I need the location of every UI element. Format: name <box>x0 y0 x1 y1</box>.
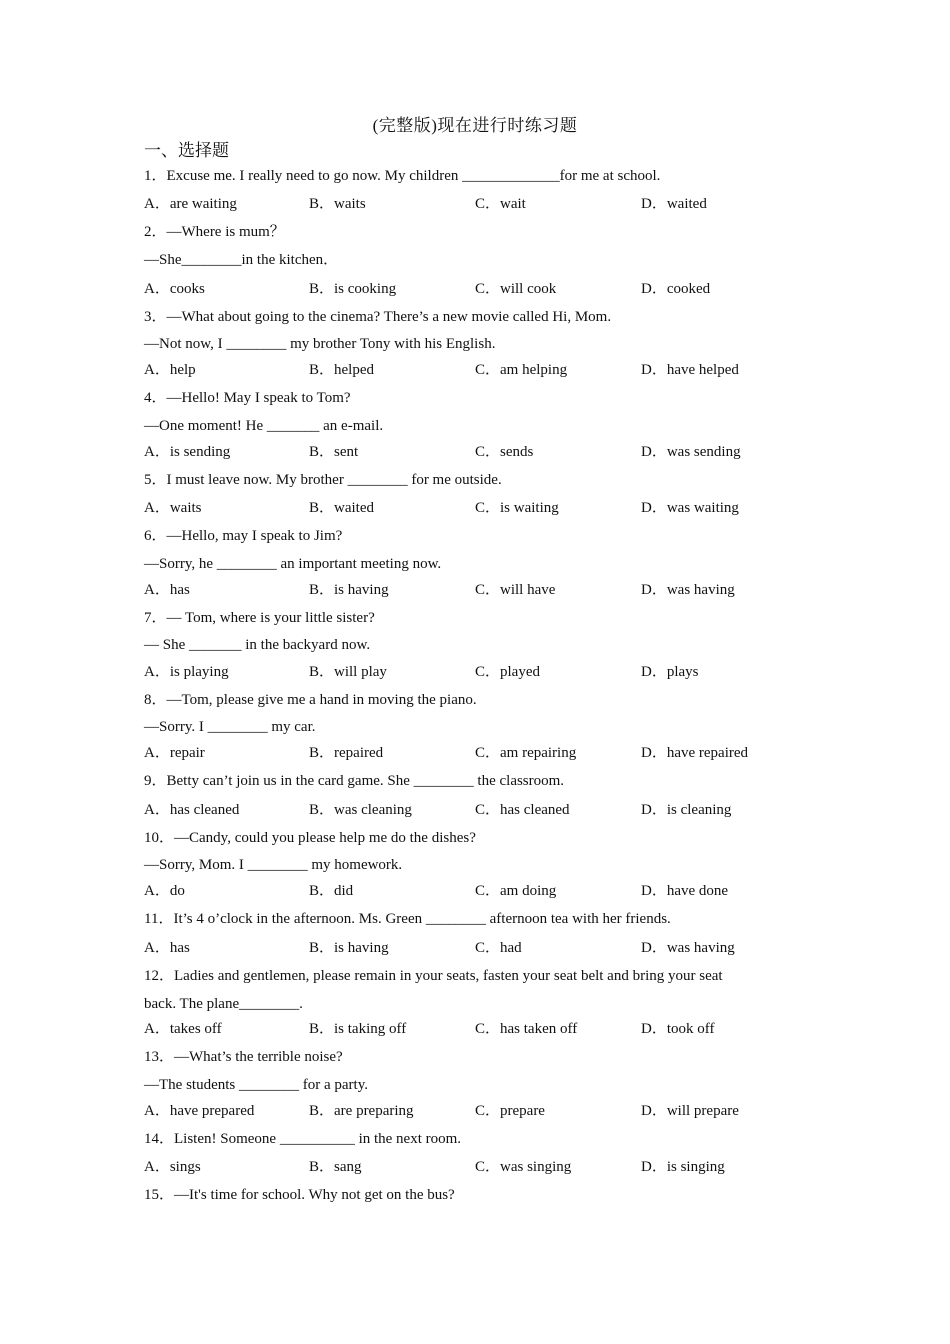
question-text: 10．—Candy, could you please help me do the dishes? <box>144 830 476 846</box>
answer-option-a: A．waits <box>144 500 202 516</box>
question-continuation: —Sorry, Mom. I ________ my homework. <box>144 857 403 873</box>
answer-option-a: A．is playing <box>144 664 229 680</box>
question-text: 6．—Hello, may I speak to Jim? <box>144 528 343 544</box>
answer-option-d: D．was having <box>641 940 735 956</box>
question-text: 2．—Where is mum？ <box>144 224 285 240</box>
answer-option-b: B．repaired <box>309 745 384 761</box>
answer-option-b: B．are preparing <box>309 1103 414 1119</box>
answer-option-d: D．is singing <box>641 1159 725 1175</box>
answer-option-b: B．was cleaning <box>309 802 412 818</box>
answer-option-a: A．has cleaned <box>144 802 240 818</box>
question-continuation: — She _______ in the backyard now. <box>144 637 371 653</box>
section-heading: 一、选择题 <box>144 141 229 160</box>
answer-option-d: D．was waiting <box>641 500 739 516</box>
answer-option-a: A．cooks <box>144 281 205 297</box>
answer-option-b: B．is taking off <box>309 1021 407 1037</box>
answer-option-a: A．have prepared <box>144 1103 255 1119</box>
question-continuation: —Sorry, he ________ an important meeting now. <box>144 556 442 572</box>
answer-option-d: D．plays <box>641 664 699 680</box>
answer-option-c: C．has cleaned <box>475 802 570 818</box>
answer-option-b: B．is having <box>309 940 389 956</box>
question-text: 8．—Tom, please give me a hand in moving the piano. <box>144 692 477 708</box>
answer-option-d: D．was sending <box>641 444 741 460</box>
answer-option-b: B．is cooking <box>309 281 397 297</box>
question-continuation: —Not now, I ________ my brother Tony with his English. <box>144 336 496 352</box>
question-continuation: —One moment! He _______ an e-mail. <box>144 418 384 434</box>
page-title: (完整版)现在进行时练习题 <box>372 116 578 135</box>
answer-option-d: D．is cleaning <box>641 802 732 818</box>
question-text: 4．—Hello! May I speak to Tom? <box>144 390 351 406</box>
answer-option-d: D．have repaired <box>641 745 749 761</box>
answer-option-b: B．sang <box>309 1159 362 1175</box>
question-text: 11．It’s 4 o’clock in the afternoon. Ms. Green ________ afternoon tea with her friends. <box>144 911 671 927</box>
question-text: 7．— Tom, where is your little sister? <box>144 610 375 626</box>
answer-option-d: D．have helped <box>641 362 739 378</box>
answer-option-d: D．cooked <box>641 281 711 297</box>
answer-option-c: C．will cook <box>475 281 557 297</box>
answer-option-d: D．took off <box>641 1021 715 1037</box>
answer-option-d: D．waited <box>641 196 707 212</box>
question-text: 14．Listen! Someone __________ in the next room. <box>144 1131 462 1147</box>
answer-option-b: B．will play <box>309 664 387 680</box>
question-continuation: —She________in the kitchen． <box>144 252 339 268</box>
question-text: 15．—It's time for school. Why not get on the bus? <box>144 1187 455 1203</box>
answer-option-a: A．sings <box>144 1159 201 1175</box>
answer-option-a: A．has <box>144 582 190 598</box>
answer-option-c: C．am helping <box>475 362 568 378</box>
answer-option-a: A．do <box>144 883 185 899</box>
question-continuation: —Sorry. I ________ my car. <box>144 719 316 735</box>
question-text: 3．—What about going to the cinema? There’s a new movie called Hi, Mom. <box>144 309 612 325</box>
answer-option-c: C．is waiting <box>475 500 559 516</box>
answer-option-c: C．prepare <box>475 1103 545 1119</box>
answer-option-d: D．was having <box>641 582 735 598</box>
answer-option-a: A．is sending <box>144 444 231 460</box>
answer-option-b: B．did <box>309 883 354 899</box>
answer-option-d: D．will prepare <box>641 1103 739 1119</box>
answer-option-c: C．am repairing <box>475 745 577 761</box>
answer-option-b: B．is having <box>309 582 389 598</box>
answer-option-c: C．sends <box>475 444 534 460</box>
answer-option-c: C．wait <box>475 196 526 212</box>
question-text: 9．Betty can’t join us in the card game. She ________ the classroom. <box>144 773 565 789</box>
answer-option-a: A．are waiting <box>144 196 237 212</box>
answer-option-c: C．has taken off <box>475 1021 578 1037</box>
question-text: 13．—What’s the terrible noise? <box>144 1049 343 1065</box>
answer-option-b: B．helped <box>309 362 374 378</box>
answer-option-c: C．had <box>475 940 522 956</box>
answer-option-c: C．will have <box>475 582 556 598</box>
answer-option-c: C．played <box>475 664 540 680</box>
answer-option-a: A．help <box>144 362 196 378</box>
question-text: 1．Excuse me. I really need to go now. My children _____________for me at school. <box>144 168 661 184</box>
answer-option-b: B．waited <box>309 500 374 516</box>
answer-option-c: C．was singing <box>475 1159 572 1175</box>
question-text: 12．Ladies and gentlemen, please remain in your seats, fasten your seat belt and bring your seat <box>144 968 723 984</box>
answer-option-a: A．takes off <box>144 1021 222 1037</box>
answer-option-c: C．am doing <box>475 883 557 899</box>
answer-option-b: B．waits <box>309 196 366 212</box>
question-continuation: —The students ________ for a party. <box>144 1077 368 1093</box>
answer-option-a: A．has <box>144 940 190 956</box>
answer-option-b: B．sent <box>309 444 359 460</box>
answer-option-d: D．have done <box>641 883 729 899</box>
question-continuation: back. The plane________. <box>144 996 303 1012</box>
answer-option-a: A．repair <box>144 745 205 761</box>
question-text: 5．I must leave now. My brother ________ for me outside. <box>144 472 502 488</box>
